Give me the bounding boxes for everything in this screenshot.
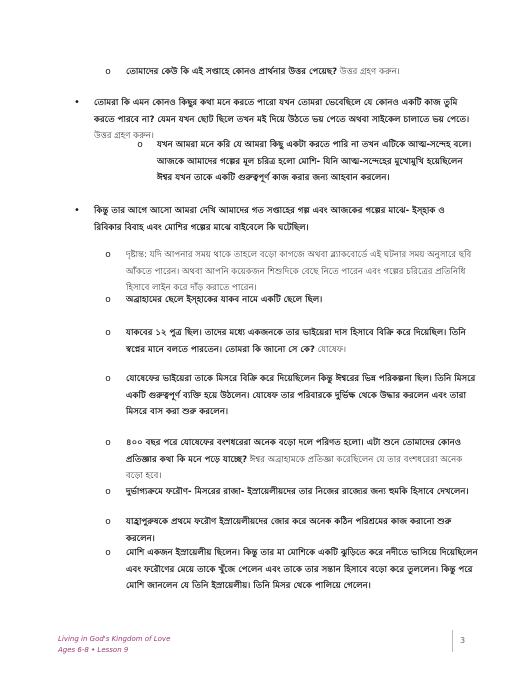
list-bullet: o — [105, 250, 111, 260]
list-bullet: o — [105, 295, 111, 305]
list-item — [126, 435, 478, 485]
footer-divider — [452, 630, 453, 652]
footer-lesson: Ages 6-8 • Lesson 9 — [58, 646, 129, 654]
page-footer — [58, 634, 170, 656]
list-item — [94, 203, 472, 236]
item-text: ৪০০ বছর পরে যোষেফের বংশধরেরা অনেক বড়ো দলে পরিণত হলো। এটা শুনে তোমাদের কোনও প্রতিজ্ঞার কথা কি মনে পড়ে যাচ্ছে? — [126, 438, 462, 465]
item-text: দুর্ভাগ্যক্রমে ফরৌণ- মিসরের রাজা- ইস্রায়েলীয়দের তার নিজের রাজ্যের জন্য হুমকি হিসাবে দেখলেন। — [126, 487, 469, 497]
item-note: যোষেফ। — [314, 344, 347, 355]
list-bullet: o — [105, 438, 111, 448]
list-item — [126, 545, 478, 595]
item-text: কিন্তু তার আগে আসো আমরা দেখি আমাদের গত সপ্তাহের গল্প এবং আজকের গল্পের মাঝে- ইস্‌হাক ও রিবিকার বিবাহ এবং মোশির গল্পের মাঝে বাইবেলে কি ঘটেছিল। — [94, 206, 445, 233]
item-note: উত্তর গ্রহণ করুন। — [94, 131, 154, 141]
item-text: যোষেফের ভাইয়েরা তাকে মিসরে বিক্রি করে দিয়েছিলেন কিন্তু ঈশ্বরের ভিন্ন পরিকল্পনা ছিল। তিনি মিসরে একটি গুরুত্বপূর্ণ ব্যক্তি হয়ে উঠলেন। যোষেফ তার পরিবারকে দুর্ভিক্ষ থেকে উদ্ধার করলেন এবং তারা মিসরে বাস করা শুরু করলেন। — [126, 374, 476, 417]
item-text: যাকবের ১২ পুত্র ছিল। তাদের মধ্যে একজনকে তার ভাইয়েরা দাস হিসাবে বিক্রি করে দিয়েছিল। তিনি স্বপ্নের মানে বলতে পারতেন। তোমরা কি জানো সে কে? — [126, 328, 466, 355]
item-text: তোমাদের কেউ কি এই সপ্তাহে কোনও প্রার্থনার উত্তর পেয়েছ? — [126, 67, 338, 77]
item-text: যাহ্রাপুরুষকে প্রথমে ফরৌণ ইস্রায়েলীয়দের জোর করে অনেক কঠিন পরিশ্রমের কাজ করানো শুরু করলেন। — [126, 517, 452, 544]
list-bullet: • — [74, 205, 80, 216]
item-note: ঈশ্বর অব্রাহামকে প্রতিজ্ঞা করেছিলেন যে তার বংশধরেরা অনেক বড়ো হবে। — [126, 454, 463, 481]
item-note: দৃষ্টান্ত: যদি আপনার সময় থাকে তাহলে বড়ো কাগজে অথবা ব্ল্যাকবোর্ডে এই ঘটনার সময় অনুসারে ছবি আঁকতে পারেন। অথবা আপনি কয়েকজন শিশুদিকে বেছে নিতে পারেন এবং গল্পের চরিত্রের প্রতিনিধি হিসাবে লাইন করে দাঁড় করাতে পারেন। — [126, 250, 472, 293]
list-item — [126, 292, 478, 309]
list-item — [126, 64, 478, 81]
list-item — [157, 137, 477, 187]
item-text: যখন আমরা মনে করি যে আমরা কিছু একটা করতে পারি না তখন এটিকে আত্ম-সন্দেহ বলে। আজকে আমাদের গল্পের মূল চরিত্র হলো মোশি- যিনি আত্ম-সন্দেহের মুখোমুখি হয়েছিলেন ঈশ্বর যখন তাকে একটি গুরুত্বপূর্ণ কাজ করার জন্য আহবান করলেন। — [157, 140, 472, 183]
list-bullet: o — [105, 517, 111, 527]
item-note: উত্তর গ্রহণ করুন। — [337, 67, 400, 77]
item-text: তোমরা কি এমন কোনও কিছুর কথা মনে করতে পারো যখন তোমরা ভেবেছিলে যে কোনও একটি কাজ তুমি করতে পারবে না? যেমন যখন ছোট ছিলে তখন মই দিয়ে উঠতে ভয় পেতে অথবা সাইকেল চালাতে ভয় পেতে। — [94, 98, 470, 125]
list-bullet: o — [105, 487, 111, 497]
list-item — [126, 247, 478, 297]
list-item — [126, 514, 478, 547]
list-item — [126, 371, 478, 421]
list-bullet: o — [137, 140, 143, 150]
list-bullet: • — [74, 97, 80, 108]
footer-title: Living in God's Kingdom of Love — [58, 635, 171, 643]
list-bullet: o — [105, 548, 111, 558]
page-number: 3 — [460, 636, 466, 645]
list-bullet: o — [105, 328, 111, 338]
item-text: মোশি একজন ইস্রায়েলীয় ছিলেন। কিন্তু তার মা মোশিকে একটি ঝুড়িতে করে নদীতে ভাসিয়ে দিয়েছিলেন এবং ফরৌণের মেয়ে তাকে খুঁজে পেলেন এবং তাকে তার সন্তান হিসাবে বড়ো করে তুললেন। কিন্তু পরে মোশি জানলেন যে তিনি ইস্রায়েলীয়। তিনি মিসর থেকে পালিয়ে গেলেন। — [126, 548, 478, 591]
list-bullet: o — [105, 67, 111, 77]
item-text: অব্রাহামের ছেলে ইস্‌হাকের যাকব নামে একটি ছেলে ছিল। — [126, 295, 323, 305]
list-item — [126, 325, 478, 358]
list-bullet: o — [105, 374, 111, 384]
list-item — [126, 484, 478, 501]
